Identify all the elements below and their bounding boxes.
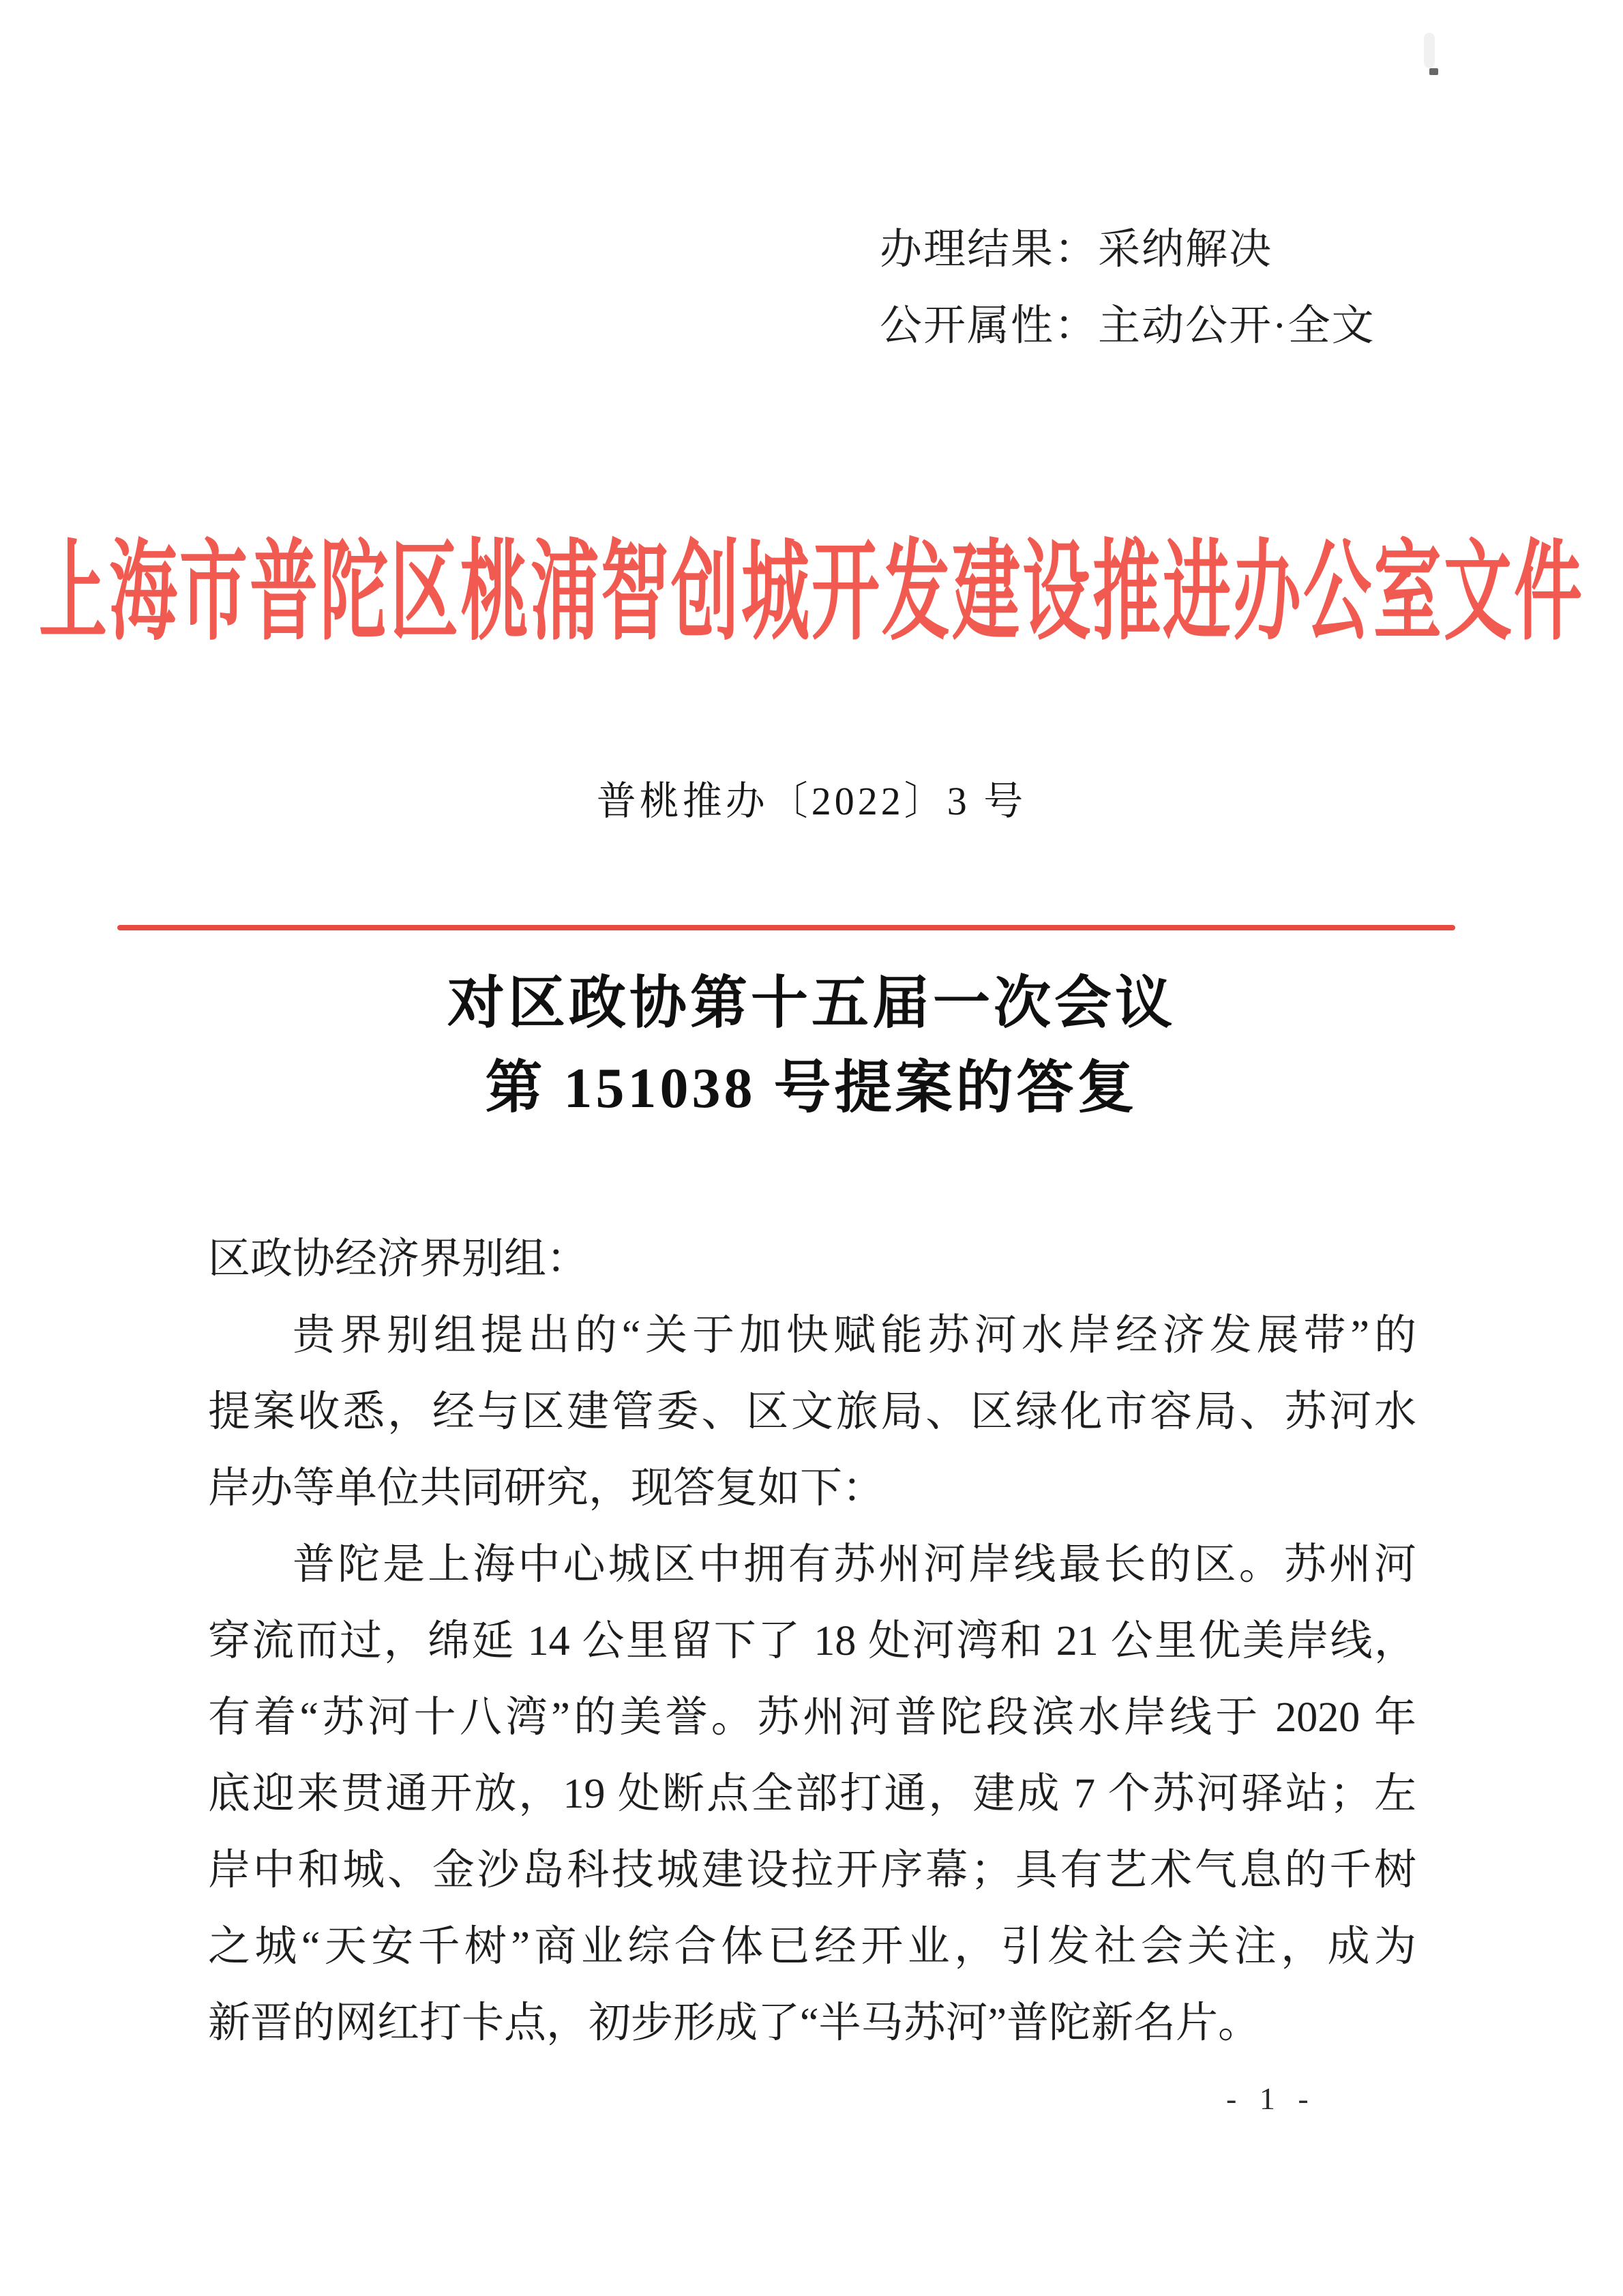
document-title-line2: 第 151038 号提案的答复	[485, 1057, 1138, 1120]
processing-result-line: 办理结果：采纳解决	[880, 226, 1273, 273]
document-title	[0, 962, 1623, 1131]
body-line: 底迎来贯通开放，19 处断点全部打通，建成 7 个苏河驿站；左	[208, 1771, 1416, 1817]
salutation-line: 区政协经济界别组：	[208, 1236, 589, 1282]
processing-meta-block	[880, 211, 1375, 364]
body-line: 岸办等单位共同研究，现答复如下：	[208, 1465, 885, 1512]
scan-artifact-dot	[1429, 68, 1438, 75]
body-line: 之城“天安千树”商业综合体已经开业，引发社会关注，成为	[208, 1924, 1416, 1970]
body-line: 新晋的网红打卡点，初步形成了“半马苏河”普陀新名片。	[208, 2000, 1261, 2046]
body-text	[208, 1221, 1416, 2061]
letterhead	[0, 532, 1623, 653]
page-number: - 1 -	[1226, 2081, 1313, 2116]
body-line: 提案收悉，经与区建管委、区文旅局、区绿化市容局、苏河水	[208, 1389, 1416, 1435]
body-line: 有着“苏河十八湾”的美誉。苏州河普陀段滨水岸线于 2020 年	[208, 1694, 1416, 1741]
scan-artifact-streak	[1424, 33, 1435, 68]
agency-title: 上海市普陀区桃浦智创城开发建设推进办公室文件	[39, 532, 1584, 653]
body-line: 穿流而过，绵延 14 公里留下了 18 处河湾和 21 公里优美岸线，	[208, 1618, 1416, 1664]
document-title-line1: 对区政协第十五届一次会议	[447, 972, 1176, 1035]
body-line: 贵界别组提出的“关于加快赋能苏河水岸经济发展带”的	[293, 1312, 1416, 1359]
publicity-attribute-line: 公开属性：主动公开·全文	[880, 303, 1375, 349]
document-number: 普桃推办〔2022〕3 号	[596, 779, 1027, 823]
body-line: 岸中和城、金沙岛科技城建设拉开序幕；具有艺术气息的千树	[208, 1847, 1416, 1894]
letterhead-red-rule	[117, 925, 1455, 930]
body-line: 普陀是上海中心城区中拥有苏州河岸线最长的区。苏州河	[293, 1542, 1416, 1588]
